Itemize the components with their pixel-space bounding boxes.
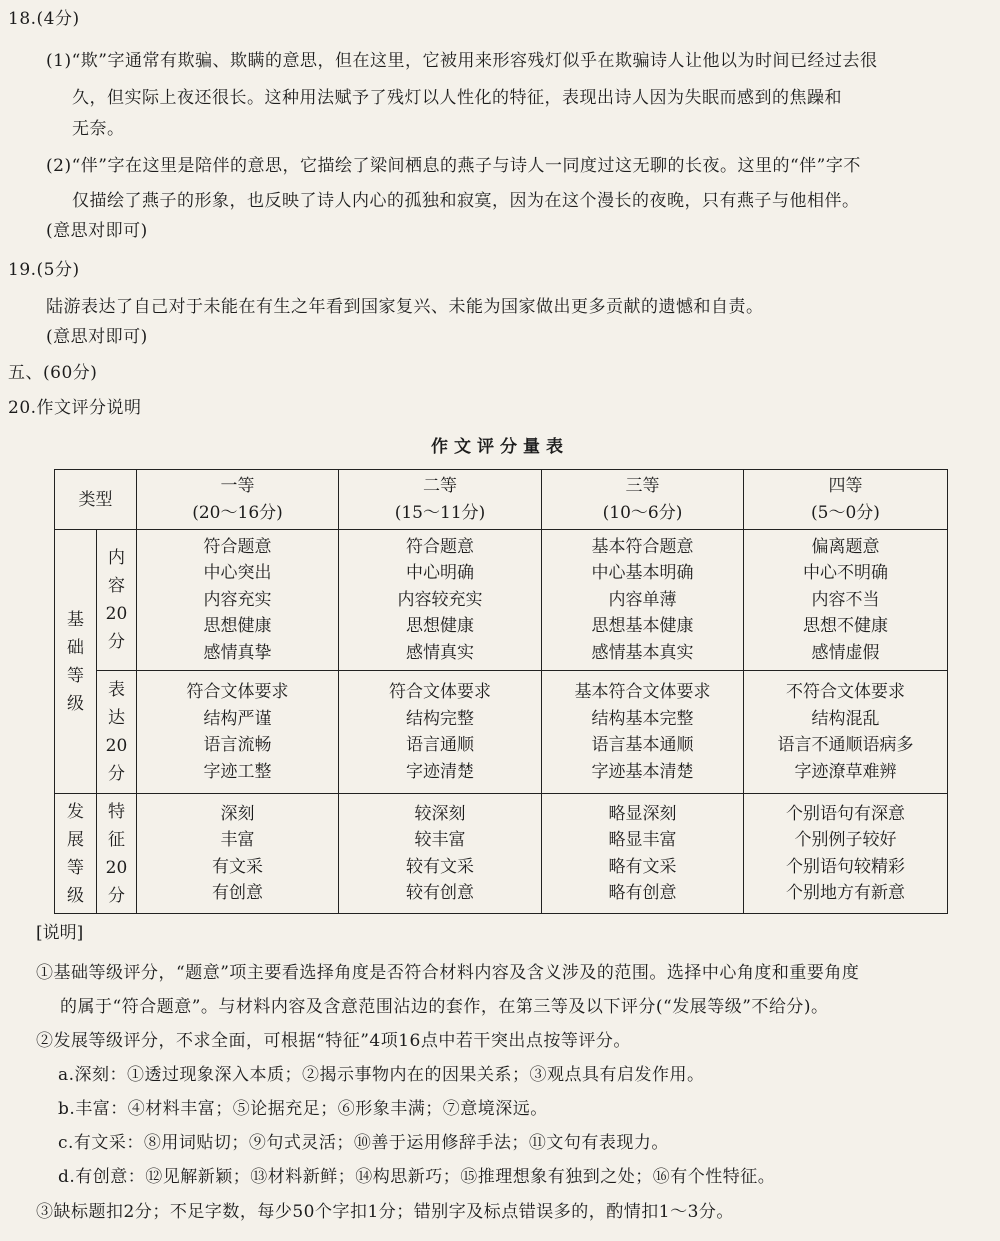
- criterion: 感情虚假: [811, 642, 880, 663]
- development-level-char: 发: [67, 801, 84, 822]
- content-label-char: 分: [108, 632, 125, 652]
- content-label-char: 内: [108, 548, 125, 568]
- criterion: 个别地方有新意: [786, 883, 905, 903]
- criterion: 内容较充实: [397, 589, 483, 610]
- grade-4-header: [744, 470, 948, 530]
- content-label-char: 容: [108, 576, 125, 596]
- expression-grade-3: [542, 671, 744, 794]
- criterion: 个别语句有深意: [786, 803, 905, 824]
- note-2-item-a: a.深刻：①透过现象深入本质；②揭示事物内在的因果关系；③观点具有启发作用。: [58, 1065, 705, 1085]
- criterion: 结构基本完整: [591, 708, 694, 729]
- feature-label-char: 特: [108, 801, 125, 822]
- note-2-item-b: b.丰富：④材料丰富；⑤论据充足；⑥形象丰满；⑦意境深远。: [58, 1099, 548, 1119]
- criterion: 中心不明确: [803, 563, 888, 584]
- grade-range: (20～16分): [192, 502, 283, 523]
- criterion: 符合题意: [203, 536, 272, 557]
- criterion: 思想不健康: [803, 616, 888, 637]
- content-label: [97, 530, 137, 671]
- basic-level-label: [55, 530, 97, 794]
- criterion: 丰富: [220, 830, 255, 850]
- criterion: 语言不通顺语病多: [777, 735, 914, 755]
- feature-label-char: 征: [108, 829, 125, 850]
- q18-answer-1-line-1: (1)“欺”字通常有欺骗、欺瞒的意思，但在这里，它被用来形容残灯似乎在欺骗诗人让他以为时间已经过去很: [46, 51, 878, 71]
- features-row: [55, 794, 948, 914]
- note-1-line-1: ①基础等级评分，“题意”项主要看选择角度是否符合材料内容及含义涉及的范围。选择中心角度和重要角度: [36, 963, 860, 983]
- feature-label-char: 20: [105, 857, 128, 878]
- q19-note: (意思对即可): [46, 327, 148, 347]
- q18-note: (意思对即可): [46, 221, 148, 241]
- content-grade-1: [137, 530, 339, 671]
- criterion: 感情真实: [406, 642, 474, 663]
- q18-answer-1-line-2: 久，但实际上夜还很长。这种用法赋予了残灯以人性化的特征，表现出诗人因为失眠而感到的焦躁和: [72, 88, 842, 108]
- grade-range: (15～11分): [394, 502, 486, 523]
- basic-level-char: 基: [67, 609, 84, 630]
- features-grade-3: [542, 794, 744, 914]
- grade-1-header: [137, 470, 339, 530]
- criterion: 内容不当: [811, 589, 880, 610]
- essay-rubric-table: [54, 469, 948, 914]
- feature-label: [97, 794, 137, 914]
- criterion: 较丰富: [414, 830, 466, 850]
- criterion: 个别语句较精彩: [786, 856, 905, 877]
- criterion: 字迹基本清楚: [591, 761, 694, 782]
- criterion: 略显丰富: [608, 830, 677, 850]
- content-label-char: 20: [105, 604, 128, 624]
- basic-level-char: 级: [67, 693, 84, 714]
- note-1-line-2: 的属于“符合题意”。与材料内容及含意范围沾边的套作，在第三等及以下评分(“发展等级”不给分)。: [60, 997, 829, 1017]
- criterion: 结构混乱: [811, 708, 880, 729]
- rubric-header-row: [55, 470, 948, 530]
- q20-heading: 20.作文评分说明: [8, 398, 142, 418]
- criterion: 感情基本真实: [591, 642, 694, 663]
- criterion: 符合文体要求: [389, 682, 491, 702]
- criterion: 语言通顺: [406, 735, 474, 755]
- criterion: 深刻: [220, 803, 255, 824]
- features-grade-4: [744, 794, 948, 914]
- q18-answer-1-line-3: 无奈。: [72, 119, 125, 139]
- criterion: 语言基本通顺: [591, 735, 694, 755]
- q18-answer-2-line-1: (2)“伴”字在这里是陪伴的意思，它描绘了梁间栖息的燕子与诗人一同度过这无聊的长夜。这里的“伴”字不: [46, 156, 861, 176]
- features-grade-1: [137, 794, 339, 914]
- grade-name: 三等: [625, 476, 660, 496]
- content-grade-2: [339, 530, 542, 671]
- criterion: 有文采: [212, 856, 263, 877]
- criterion: 字迹工整: [203, 761, 272, 782]
- criterion: 偏离题意: [811, 536, 880, 557]
- criterion: 结构完整: [406, 708, 474, 729]
- criterion: 符合题意: [406, 536, 474, 557]
- q19-answer: 陆游表达了自己对于未能在有生之年看到国家复兴、未能为国家做出更多贡献的遗憾和自责。: [46, 297, 764, 317]
- q18-heading: 18.(4分): [8, 9, 80, 29]
- expression-grade-1: [137, 671, 339, 794]
- rubric-table-title: 作文评分量表: [431, 437, 569, 457]
- feature-label-char: 分: [108, 885, 125, 906]
- features-grade-2: [339, 794, 542, 914]
- grade-range: (10～6分): [602, 502, 683, 523]
- criterion: 基本符合题意: [591, 536, 694, 557]
- development-level-char: 等: [67, 857, 84, 878]
- criterion: 内容充实: [203, 589, 272, 610]
- content-grade-3: [542, 530, 744, 671]
- content-grade-4: [744, 530, 948, 671]
- criterion: 结构严谨: [203, 708, 272, 729]
- criterion: 略有文采: [608, 856, 677, 877]
- section-5-heading: 五、(60分): [8, 363, 98, 383]
- note-3: ③缺标题扣2分；不足字数，每少50个字扣1分；错别字及标点错误多的，酌情扣1～3分。: [36, 1202, 734, 1222]
- criterion: 基本符合文体要求: [574, 682, 711, 702]
- note-2-item-c: c.有文采：⑧用词贴切；⑨句式灵活；⑩善于运用修辞手法；⑪文句有表现力。: [58, 1133, 669, 1153]
- criterion: 思想基本健康: [591, 616, 694, 637]
- notes-label: [说明]: [36, 923, 84, 943]
- criterion: 个别例子较好: [794, 830, 897, 850]
- grade-name: 二等: [423, 476, 457, 496]
- expression-label-char: 达: [108, 708, 125, 728]
- criterion: 略显深刻: [608, 803, 677, 824]
- expression-row: [55, 671, 948, 794]
- criterion: 有创意: [212, 883, 263, 903]
- criterion: 感情真挚: [203, 642, 272, 663]
- q19-heading: 19.(5分): [8, 260, 80, 280]
- criterion: 字迹潦草难辨: [794, 761, 897, 782]
- basic-level-char: 等: [67, 665, 84, 686]
- basic-level-char: 础: [67, 637, 84, 658]
- note-2-item-d: d.有创意：⑫见解新颖；⑬材料新鲜；⑭构思新巧；⑮推理想象有独到之处；⑯有个性特征。: [58, 1167, 776, 1187]
- type-header: 类型: [55, 470, 137, 530]
- criterion: 思想健康: [203, 616, 272, 637]
- criterion: 略有创意: [608, 883, 677, 903]
- development-level-label: [55, 794, 97, 914]
- grade-3-header: [542, 470, 744, 530]
- grade-2-header: [339, 470, 542, 530]
- content-row: [55, 530, 948, 671]
- grade-name: 一等: [220, 476, 255, 496]
- grade-range: (5～0分): [811, 502, 880, 523]
- criterion: 语言流畅: [203, 735, 272, 755]
- expression-label-char: 分: [108, 764, 125, 784]
- criterion: 内容单薄: [608, 589, 677, 610]
- criterion: 符合文体要求: [186, 682, 289, 702]
- development-level-char: 展: [67, 829, 84, 850]
- note-2: ②发展等级评分，不求全面，可根据“特征”4项16点中若干突出点按等评分。: [36, 1031, 631, 1051]
- criterion: 中心突出: [203, 563, 272, 584]
- criterion: 较深刻: [414, 803, 466, 824]
- criterion: 思想健康: [406, 616, 474, 637]
- criterion: 中心基本明确: [591, 563, 694, 584]
- criterion: 不符合文体要求: [786, 682, 905, 702]
- criterion: 较有文采: [406, 856, 474, 877]
- expression-label: [97, 671, 137, 794]
- expression-label-char: 20: [105, 736, 128, 756]
- criterion: 较有创意: [406, 883, 474, 903]
- criterion: 字迹清楚: [406, 761, 474, 782]
- development-level-char: 级: [67, 885, 84, 906]
- grade-name: 四等: [828, 476, 863, 496]
- criterion: 中心明确: [406, 563, 474, 584]
- expression-label-char: 表: [108, 680, 125, 700]
- q18-answer-2-line-2: 仅描绘了燕子的形象，也反映了诗人内心的孤独和寂寞，因为在这个漫长的夜晚，只有燕子与他相伴。: [72, 191, 860, 211]
- expression-grade-4: [744, 671, 948, 794]
- expression-grade-2: [339, 671, 542, 794]
